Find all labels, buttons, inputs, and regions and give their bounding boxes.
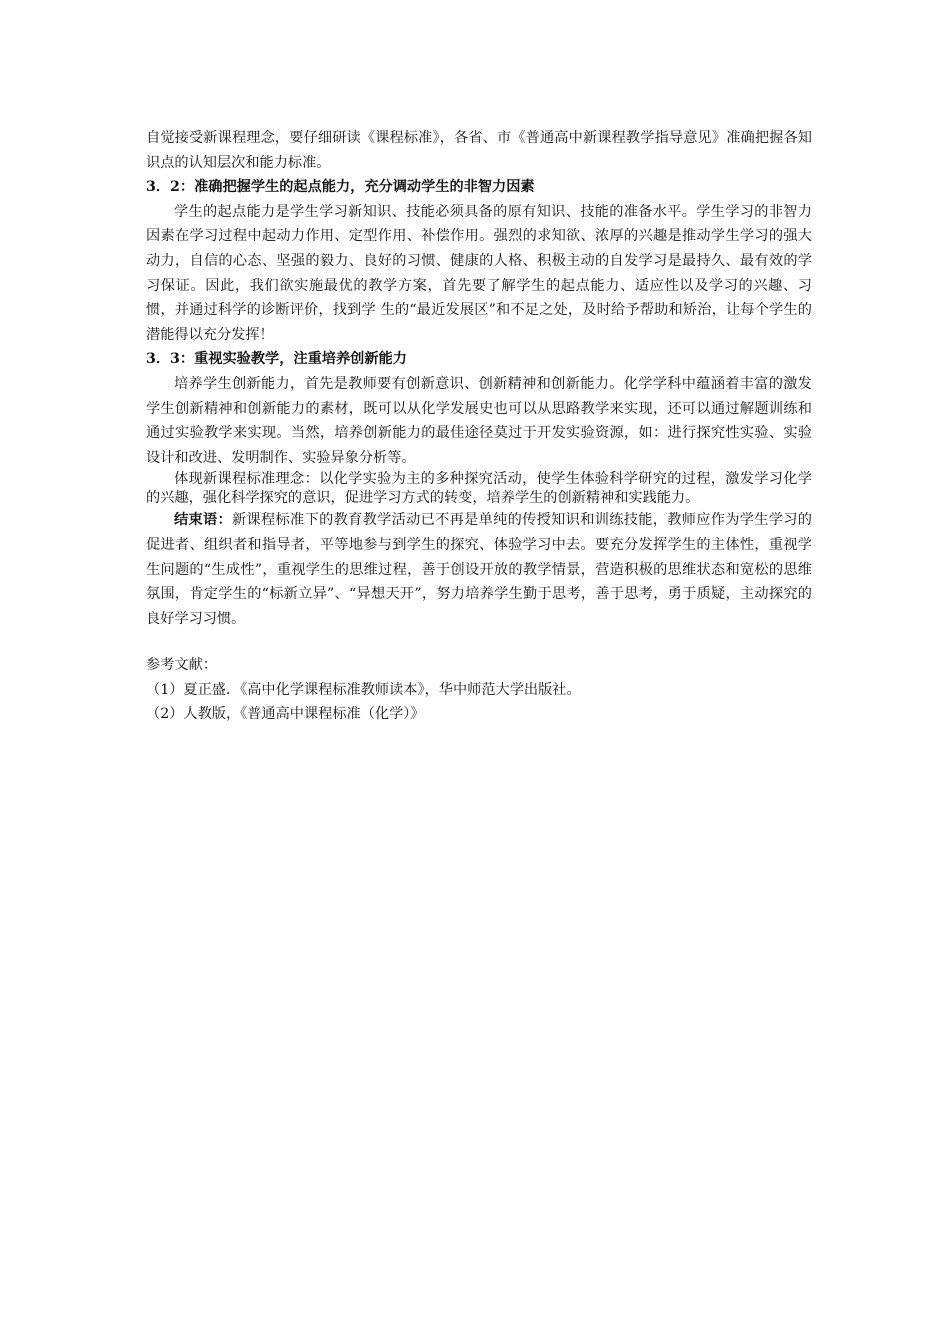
spacer xyxy=(146,631,812,653)
section-heading-3-2: 3．2：准确把握学生的起点能力，充分调动学生的非智力因素 xyxy=(146,179,535,196)
paragraph-new-standards: 体现新课程标准理念：以化学实验为主的多种探究活动，使学生体验科学研究的过程，激发学习化学的兴趣，强化科学探究的意识，促进学习方式的转变，培养学生的创新精神和实践能力。 xyxy=(146,471,812,507)
paragraph-innovation: 培养学生创新能力，首先是教师要有创新意识、创新精神和创新能力。化学学科中蕴涵着丰富的激发学生创新精神和创新能力的素材，既可以从化学发展史也可以从思路教学来实现，还可以通过解题训练和通过实验教学来实现。当然，培养创新能力的最佳途径莫过于开发实验资源，如：进行探究性实验、实验设计和改进、发明制作、实验异象分析等。 xyxy=(146,375,812,466)
paragraph-conclusion xyxy=(146,508,812,631)
document-body xyxy=(146,126,812,727)
paragraph-course-standards: 自觉接受新课程理念，要仔细研读《课程标准》，各省、市《普通高中新课程教学指导意见》准确把握各知识点的认知层次和能力标准。 xyxy=(146,130,812,171)
reference-item: （2）人教版，《普通高中课程标准（化学）》 xyxy=(146,706,425,723)
conclusion-text: 新课程标准下的教育教学活动已不再是单纯的传授知识和训练技能，教师应作为学生学习的促进者、组织者和指导者，平等地参与到学生的探究、体验学习中去。要充分发挥学生的主体性，重视学生问题的“生成性”，重视学生的思维过程，善于创设开放的教学情景，营造积极的思维状态和宽松的思维氛围，肯定学生的“标新立异”、“异想天开”，努力培养学生勤于思考，善于思考，勇于质疑，主动探究的良好学习习惯。 xyxy=(146,512,812,627)
paragraph-starting-ability: 学生的起点能力是学生学习新知识、技能必须具备的原有知识、技能的准备水平。学生学习的非智力因素在学习过程中起动力作用、定型作用、补偿作用。强烈的求知欲、浓厚的兴趣是推动学生学习的强大动力，自信的心态、坚强的毅力、良好的习惯、健康的人格、积极主动的自发学习是最持久、最有效的学习保证。因此，我们欲实施最优的教学方案，首先要了解学生的起点能力、适应性以及学习的兴趣、习惯，并通过科学的诊断评价，找到学 生的“最近发展区”和不足之处，及时给予帮助和矫治，让每个学生的潜能得以充分发挥！ xyxy=(146,203,812,343)
section-heading-3-3: 3．3：重视实验教学，注重培养创新能力 xyxy=(146,351,407,368)
reference-item: （1）夏正盛．《高中化学课程标准教师读本》，华中师范大学出版社。 xyxy=(146,681,581,698)
conclusion-label: 结束语： xyxy=(174,512,233,529)
references-title: 参考文献： xyxy=(146,657,217,674)
